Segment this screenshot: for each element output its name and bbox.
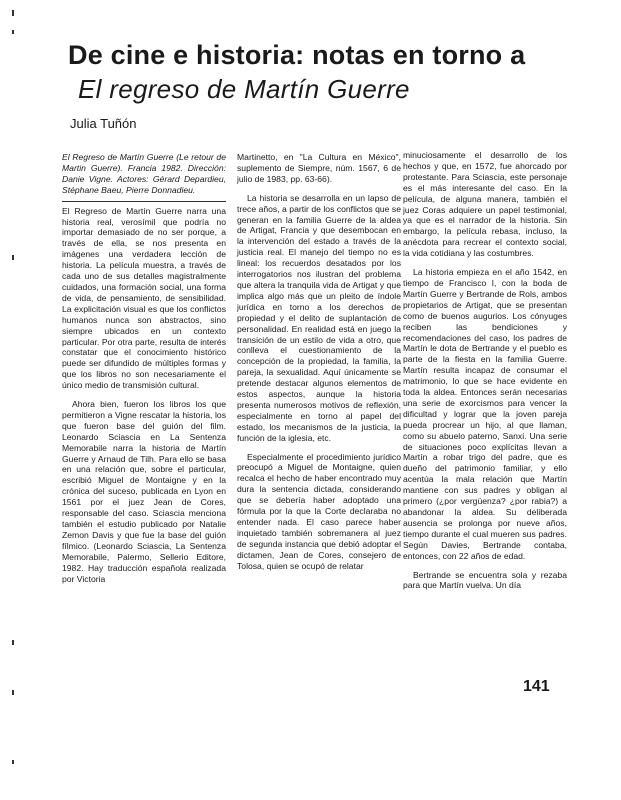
paragraph: La historia empieza en el año 1542, en tiempo de Francisco I, con la boda de Martín Guerre y Bertrande de Rols, ambos propietarios de Artigat, que se presentan como de buenos augurios. Los cónyuges reciben las bendiciones y recomendaciones del caso, los padres de Martín le dota de Bertrande y el pueblo es parte de la fiesta en la familia Guerre. Martín resulta incapaz de consumar el matrimonio, lo que se hace evidente en toda la aldea. Entonces serán necesarias una serie de exorcismos para vencer la dificultad y lograr que la joven pareja pueda procrear un hijo, al que llaman, como su abuelo paterno, Sanxi. Una serie de situaciones poco explícitas llevan a Martín a robar trigo del padre, que es dueño del patrimonio familiar, y ello acentúa la mala relación que Martín mantiene con sus padres y obligan al primero (¿por vergüenza? ¿por rabia?) a abandonar la aldea. Su deliberada ausencia se prolonga por nueve años, tiempo durante el cual mueren sus padres. Según Davies, Bertrande contaba, entonces, con 22 años de edad.	[403, 267, 567, 561]
page-number: 141	[523, 678, 550, 695]
paragraph: La historia se desarrolla en un lapso de trece años, a partir de los conflictos que se generan en la familia Guerre de la aldea de Artigat, Francia y que desembocan en la intervención del estado a través de la justicia real. El manejo del tiempo no es lineal: los recuerdos desatados por los interrogatorios nos ilustran del problema que altera la tranquila vida de Artigat y que implica algo más que un pleito de índole jurídica en torno a los derechos de propiedad y el delito de suplantación de personalidad. En realidad está en juego la transición de un estilo de vida a otro, que conlleva el cuestionamiento de la concepción de la propiedad, la familia, la pareja, la sexualidad. Aquí únicamente se pretende destacar algunos elementos de estos aspectos, aunque la historia presenta numerosos motivos de reflexión, especialmente en torno al papel del estado, los mecanismos de la justicia, la función de la iglesia, etc.	[237, 192, 401, 443]
paragraph: minuciosamente el desarrollo de los hechos y que, en 1572, fue ahorcado por protestante. Para Sciascia, este personaje es el más interesante del caso. En la película, de alguna manera, también el juez Coras adquiere un papel testimonial, ya que es el narrador de la historia. Sin embargo, la película rebasa, incluso, la anécdota para recrear el contexto social, la vida cotidiana y las costumbres.	[403, 150, 567, 259]
article-subtitle: El regreso de Martín Guerre	[78, 74, 410, 104]
scan-margin-marks	[10, 0, 22, 800]
article-title: De cine e historia: notas en torno a	[68, 40, 526, 70]
film-credits: El Regreso de Martín Guerre (Le retour de Martin Guerre). Francia 1982. Dirección: Danie Vigne. Actores: Gérard Depardieu, Stéphane Baeu, Pierre Donnadieu.	[62, 152, 226, 195]
text-column-3	[403, 150, 567, 591]
text-column-2	[237, 152, 401, 572]
paragraph: El Regreso de Martín Guerre narra una historia real, verosímil que podría no importar demasiado de no ser porque, a través de ella, se nos presenta en imágenes una verdadera lección de historia. La película muestra, a través de cada uno de sus detalles magistralmente cuidados, una formación social, una forma de vida, de pensamiento, de sensibilidad. La explicitación visual es que los conflictos humanos nunca son abstractos, sino siempre ubicados en un contexto particular. Por otra parte, resulta de interés constatar que el conocimiento histórico puede ser difundido de múltiples formas y que los libros no son necesariamente el único medio de transmisión cultural.	[62, 205, 226, 391]
credits-divider	[62, 201, 226, 202]
article-author: Julia Tuñón	[70, 116, 137, 131]
paragraph: Ahora bien, fueron los libros los que permitieron a Vigne rescatar la historia, los que fueron base del guión del film. Leonardo Sciascia en La Sentenza Memorabile narra la historia de Martín Guerre y Arnaud de Tilh. Para ello se basa en una relación que, sobre el particular, escribió Miguel de Montaigne y en la crónica del suceso, publicada en Lyon en 1561 por el juez Jean de Cores, responsable del caso. Sciascia menciona también el estudio publicado por Natalie Zemon Davis y que fue la base del guión fílmico. (Leonardo Sciascia, La Sentenza Memorabile, Palermo, Sellerio Editore, 1982. Hay traducción española realizada por Victoria	[62, 399, 226, 584]
text-column-1	[62, 152, 226, 584]
paragraph: Bertrande se encuentra sola y rezaba para que Martín vuelva. Un día	[403, 569, 567, 591]
paragraph: Especialmente el procedimiento jurídico preocupó a Miguel de Montaigne, quien recalca el hecho de haber encontrado muy dura la sentencia dictada, considerando que se debería haber adoptado una fórmula por la que la Corte declaraba no entender nada. El caso parece haber inquietado también sobremanera al juez de segunda instancia que debió adoptar el dictamen, Jean de Cores, consejero de Tolosa, quien se ocupó de relatar	[237, 451, 401, 571]
paragraph: Martinetto, en "La Cultura en México", suplemento de Siempre, núm. 1567, 6 de julio de 1983, pp. 63-66).	[237, 152, 401, 184]
